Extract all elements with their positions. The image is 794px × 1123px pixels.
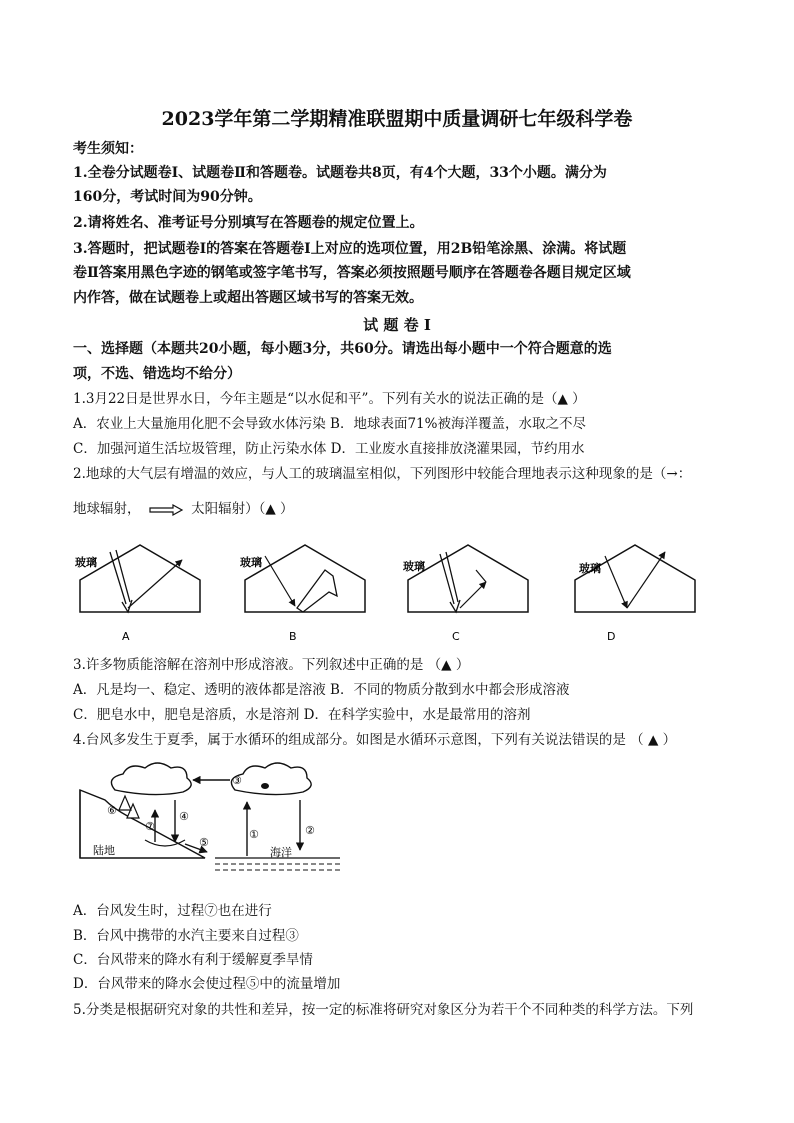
notice-line: 2.请将姓名、准考证号分别填写在答题卷的规定位置上。: [73, 215, 424, 231]
sea-label: 海洋: [270, 846, 292, 859]
question-1-options: C．加强河道生活垃圾管理，防止污染水体 D．工业废水直接排放浇灌果园，节约用水: [73, 441, 585, 457]
figure-label: D: [607, 630, 616, 643]
greenhouse-figures: [70, 540, 710, 650]
hollow-arrow-icon: [149, 504, 183, 516]
question-4-stem: 4.台风多发生于夏季，属于水循环的组成部分。如图是水循环示意图，下列有关说法错误的是 （ ▲ ）: [73, 732, 677, 748]
figure-c: [403, 545, 528, 643]
water-cycle-diagram: [75, 760, 345, 880]
marker-label: ⑤: [199, 836, 209, 849]
notice-line: 1.全卷分试题卷Ⅰ、试题卷Ⅱ和答题卷。试题卷共8页，有4个大题，33个小题。满分为: [73, 165, 607, 181]
legend-earth-radiation: 地球辐射，: [73, 501, 141, 517]
question-4-option: D．台风带来的降水会使过程⑤中的流量增加: [73, 976, 341, 992]
marker-label: ①: [249, 828, 259, 841]
notice-line: 3.答题时，把试题卷Ⅰ的答案在答题卷Ⅰ上对应的选项位置，用2B铅笔涂黑、涂满。将试题: [73, 241, 627, 257]
figure-d: [575, 545, 695, 643]
glass-label: 玻璃: [240, 556, 262, 569]
question-3-options: A．凡是均一、稳定、透明的液体都是溶液 B．不同的物质分散到水中都会形成溶液: [73, 682, 570, 698]
notice-line: 内作答，做在试题卷上或超出答题区域书写的答案无效。: [73, 290, 423, 306]
part-heading: 一、选择题（本题共20小题，每小题3分，共60分。请选出每小题中一个符合题意的选: [73, 341, 612, 357]
cloud-icon: [111, 763, 191, 795]
marker-label: ②: [305, 824, 315, 837]
question-4-option: B．台风中携带的水汽主要来自过程③: [73, 928, 299, 944]
marker-label: ③: [232, 774, 242, 787]
figure-label: A: [122, 630, 130, 643]
figure-label: C: [452, 630, 460, 643]
question-2-stem: 2.地球的大气层有增温的效应，与人工的玻璃温室相似，下列图形中较能合理地表示这种现象的是（→：: [73, 466, 692, 482]
notice-line: 160分，考试时间为90分钟。: [73, 189, 262, 205]
glass-label: 玻璃: [403, 560, 425, 573]
notice-heading: 考生须知：: [73, 141, 143, 157]
glass-label: 玻璃: [579, 562, 601, 575]
part-heading: 项，不选、错选均不给分）: [73, 366, 241, 382]
figure-b: [240, 545, 365, 643]
section-title: 试 题 卷 Ⅰ: [363, 316, 431, 334]
question-1-options: A．农业上大量施用化肥不会导致水体污染 B．地球表面71%被海洋覆盖，水取之不尽: [73, 416, 586, 432]
question-4-option: A．台风发生时，过程⑦也在进行: [73, 903, 272, 919]
notice-line: 卷Ⅱ答案用黑色字迹的钢笔或签字笔书写，答案必须按照题号顺序在答题卷各题目规定区域: [73, 265, 631, 281]
question-1-stem: 1.3月22日是世界水日，今年主题是“以水促和平”。下列有关水的说法正确的是（▲ ）: [73, 391, 586, 407]
question-5-stem: 5.分类是根据研究对象的共性和差异，按一定的标准将研究对象区分为若干个不同种类的科学方法。下列: [73, 1002, 694, 1018]
cloud-icon: [231, 763, 311, 795]
page-title: 2023学年第二学期精准联盟期中质量调研七年级科学卷: [161, 108, 633, 130]
figure-a: [75, 545, 200, 643]
figure-label: B: [289, 630, 297, 643]
question-4-option: C．台风带来的降水有利于缓解夏季旱情: [73, 952, 313, 968]
land-label: 陆地: [93, 844, 115, 857]
marker-label: ④: [179, 810, 189, 823]
glass-label: 玻璃: [75, 556, 97, 569]
legend-solar-radiation: 太阳辐射）（▲ ）: [191, 501, 294, 517]
question-3-options: C．肥皂水中，肥皂是溶质，水是溶剂 D．在科学实验中，水是最常用的溶剂: [73, 707, 531, 723]
question-3-stem: 3.许多物质能溶解在溶剂中形成溶液。下列叙述中正确的是 （▲ ）: [73, 657, 470, 673]
marker-label: ⑥: [107, 804, 117, 817]
marker-label: ⑦: [145, 820, 155, 833]
question-2-legend: [73, 500, 294, 518]
